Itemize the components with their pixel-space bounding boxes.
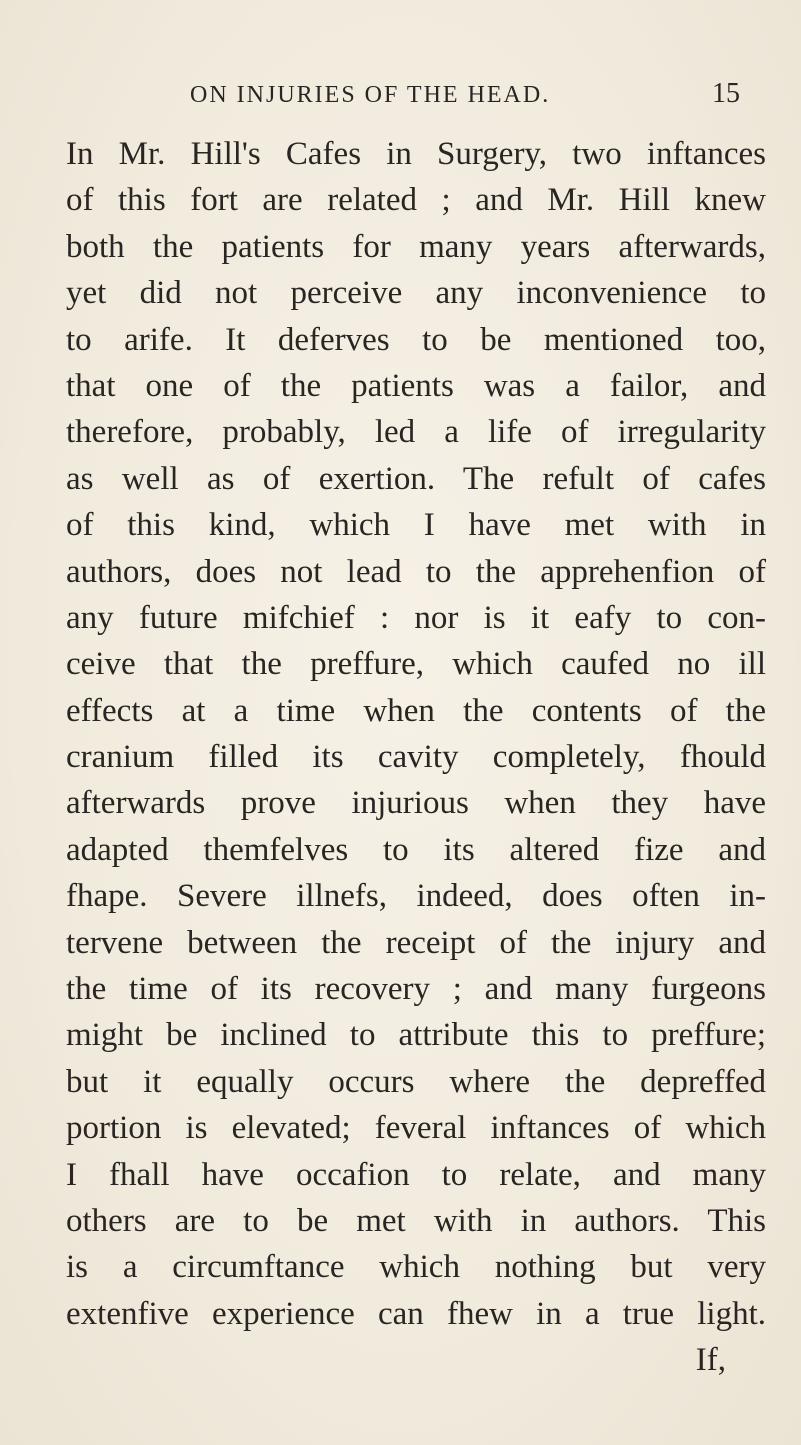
page-number: 15: [712, 78, 740, 109]
text-line: extenfive experience can fhew in a true light.: [66, 1295, 766, 1332]
text-line: to arife. It deferves to be mentioned too,: [66, 321, 766, 358]
text-line: fhape. Severe illnefs, indeed, does often in-: [66, 878, 766, 915]
text-line: both the patients for many years afterwards,: [66, 228, 766, 265]
text-line: authors, does not lead to the apprehenfion of: [66, 553, 766, 590]
text-line: tervene between the receipt of the injury and: [66, 924, 766, 961]
text-line: ceive that the preffure, which caufed no ill: [66, 646, 766, 683]
text-line: yet did not perceive any inconvenience to: [66, 275, 766, 312]
catchword: If,: [695, 1342, 726, 1379]
text-line: afterwards prove injurious when they have: [66, 785, 766, 822]
text-line: of this fort are related ; and Mr. Hill knew: [66, 182, 766, 219]
text-line: as well as of exertion. The refult of cafes: [66, 460, 766, 497]
text-line: the time of its recovery ; and many furgeons: [66, 971, 766, 1008]
running-head: ON INJURIES OF THE HEAD.: [190, 82, 551, 108]
text-line: of this kind, which I have met with in: [66, 507, 766, 544]
text-line: therefore, probably, led a life of irregularity: [66, 414, 766, 451]
body-text: [66, 131, 766, 1384]
text-line: adapted themfelves to its altered fize and: [66, 831, 766, 868]
text-line: that one of the patients was a failor, and: [66, 367, 766, 404]
text-line: In Mr. Hill's Cafes in Surgery, two inftances: [66, 136, 766, 172]
text-line: I fhall have occafion to relate, and many: [66, 1156, 766, 1193]
text-line: but it equally occurs where the depreffed: [66, 1063, 766, 1100]
text-line: might be inclined to attribute this to preffure;: [66, 1017, 766, 1054]
text-line: any future mifchief : nor is it eafy to con-: [66, 599, 766, 636]
text-line: effects at a time when the contents of the: [66, 692, 766, 729]
text-line: others are to be met with in authors. This: [66, 1202, 766, 1239]
text-line: cranium filled its cavity completely, fhould: [66, 739, 766, 776]
text-line: portion is elevated; feveral inftances of which: [66, 1110, 766, 1147]
text-line: is a circumftance which nothing but very: [66, 1249, 766, 1286]
